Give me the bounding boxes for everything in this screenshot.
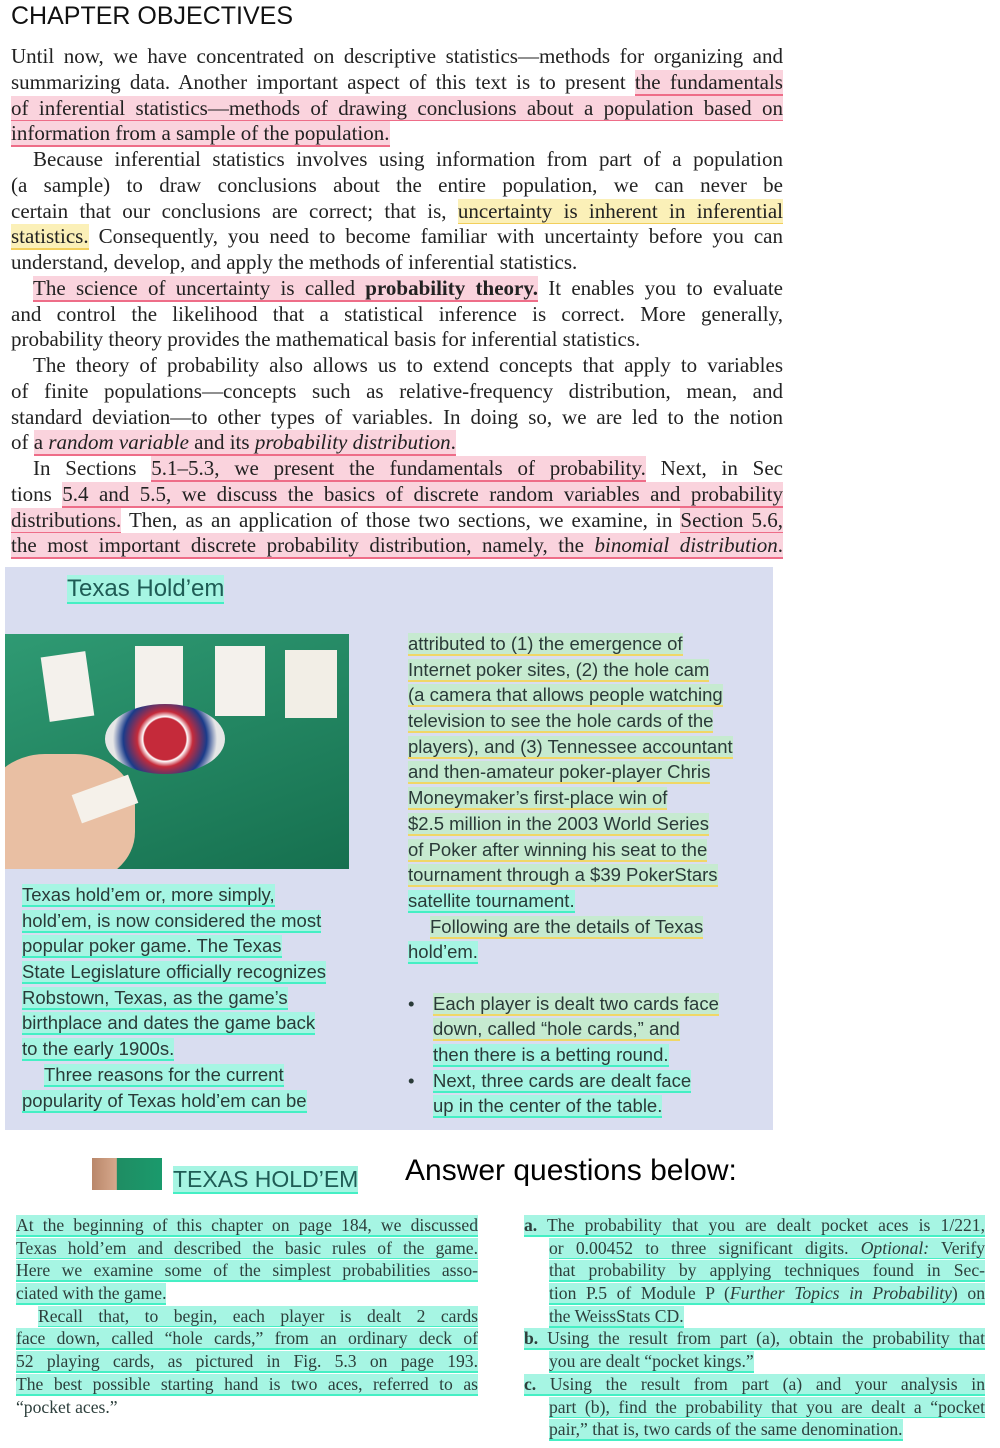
sidebar-right-column [408, 631, 758, 1119]
text-line [22, 1088, 362, 1114]
text-segment: down, called “hole cards,” and [433, 1018, 680, 1040]
text-line [11, 121, 783, 147]
text-line [16, 1305, 478, 1328]
exercise-intro [16, 1214, 478, 1418]
text-line [22, 1010, 362, 1036]
text-line [22, 933, 362, 959]
text-line [22, 1036, 362, 1062]
text-segment: The science of uncertainty is called [33, 275, 366, 300]
text-segment: probability distribution [254, 430, 451, 455]
text-segment: At the beginning of this chapter on page 184, we discussed [16, 1215, 478, 1235]
text-line [16, 1350, 478, 1373]
text-line [16, 1259, 478, 1282]
text-segment: tion P.5 of Module P ( [549, 1283, 730, 1304]
text-segment: a [33, 430, 49, 455]
text-segment: Each player is dealt two cards face [433, 992, 719, 1014]
text-segment: players), and (3) Tennessee accountant [408, 735, 733, 757]
text-segment: and then-amateur poker-player Chris [408, 761, 711, 783]
text-line [11, 173, 783, 199]
text-segment: Moneymaker’s first-place win of [408, 787, 668, 809]
text-segment: 5.4 and 5.5, we discuss the basics of discrete random variables and probability [62, 481, 783, 506]
text-segment: attributed to (1) the emergence of [408, 633, 683, 654]
text-segment: (a sample) to draw conclusions about the entire population, we can never be [11, 172, 783, 197]
exercise-questions [524, 1214, 985, 1441]
text-line [11, 379, 783, 405]
bullet-icon: • [408, 992, 415, 1014]
text-segment: tournament through a $39 PokerStars [408, 864, 718, 886]
text-line [408, 837, 758, 863]
text-segment: television to see the hole cards of the [408, 710, 714, 732]
text-line [11, 405, 783, 431]
text-line [524, 1396, 985, 1419]
text-segment: b. [524, 1328, 539, 1349]
text-line [408, 991, 758, 1017]
bullet-icon: • [408, 1069, 415, 1091]
text-segment: Verify [929, 1237, 985, 1258]
text-line [408, 862, 758, 888]
text-line [408, 734, 758, 760]
text-segment: of finite populations—concepts such as relative-frequency distribution, mean, and [11, 378, 783, 403]
text-line [524, 1282, 985, 1305]
text-line [524, 1350, 985, 1373]
text-line [524, 1237, 985, 1260]
exercise-heading: TEXAS HOLD’EM [173, 1166, 359, 1192]
text-line [408, 888, 758, 914]
text-line [16, 1327, 478, 1350]
text-line [524, 1418, 985, 1441]
text-segment: a. [524, 1215, 538, 1235]
text-segment: uncertainty is inherent in inferential [457, 198, 783, 223]
text-segment: Texas hold’em and described the basic rules of the game. [16, 1237, 478, 1258]
text-line [408, 1042, 758, 1068]
text-segment: certain that our conclusions are correct; that is, [11, 198, 458, 223]
text-line [22, 882, 362, 908]
text-segment: Here we examine some of the simplest probabilities asso- [16, 1260, 478, 1281]
text-line [408, 914, 758, 940]
text-line [22, 985, 362, 1011]
text-segment: Following are the details of Texas [430, 915, 704, 937]
text-line [524, 1327, 985, 1350]
text-segment: “pocket aces.” [16, 1396, 118, 1417]
text-segment: 5.1–5.3, we present the fundamentals of probability. [151, 456, 646, 480]
sidebar-title: Texas Hold’em [67, 575, 225, 602]
text-line [11, 302, 783, 328]
text-line [11, 430, 783, 456]
text-line [11, 70, 783, 96]
text-segment: ) on [951, 1283, 985, 1304]
text-line [11, 327, 783, 353]
text-segment: then there is a betting round. [433, 1044, 669, 1065]
text-line [408, 811, 758, 837]
text-segment: of Poker after winning his seat to the [408, 838, 708, 860]
text-line [408, 1093, 758, 1119]
text-segment: Consequently, you need to become familiar with uncertainty before you can [88, 224, 783, 249]
chapter-title: CHAPTER OBJECTIVES [11, 2, 293, 30]
text-segment: Internet poker sites, (2) the hole cam [408, 658, 710, 680]
text-segment: and control the likelihood that a statistical inference is correct. More generally, [11, 301, 783, 326]
text-line [408, 759, 758, 785]
text-line [11, 224, 783, 250]
text-segment: Then, as an application of those two sections, we examine, in [121, 507, 681, 532]
text-line [11, 199, 783, 225]
text-segment: c. [524, 1373, 537, 1394]
text-line [16, 1282, 478, 1305]
text-line [11, 250, 783, 276]
text-segment: understand, develop, and apply the methods of inferential statistics. [11, 250, 578, 274]
text-segment: Because inferential statistics involves using information from part of a population [33, 147, 783, 171]
text-segment: $2.5 million in the 2003 World Series [408, 812, 709, 834]
text-segment: summarizing data. Another important aspect of this text is to present [11, 69, 635, 94]
text-segment: tions [11, 481, 63, 506]
text-segment: probability theory. [365, 275, 538, 300]
holdem-thumbnail [92, 1158, 162, 1190]
answer-prompt: Answer questions below: [405, 1154, 737, 1187]
text-line [408, 1016, 758, 1042]
text-line [408, 939, 758, 965]
sidebar-left-column [22, 882, 362, 1113]
text-line [408, 1068, 758, 1094]
text-segment: Next, three cards are dealt face [433, 1069, 692, 1091]
chapter-objectives-text [11, 44, 783, 559]
text-segment: probability theory provides the mathematical basis for inferential statistics. [11, 327, 641, 352]
text-segment: (a camera that allows people watching [408, 684, 723, 706]
text-line [22, 959, 362, 985]
text-segment: . [450, 430, 456, 455]
text-segment: and its [188, 430, 255, 455]
text-segment: Further Topics in Probability [729, 1283, 952, 1304]
text-segment: standard deviation—to other types of variables. In doing so, we are led to the notion [11, 404, 783, 429]
text-segment: Until now, we have concentrated on descriptive statistics—methods for organizing and [11, 44, 783, 68]
text-line [22, 1062, 362, 1088]
text-segment: 52 playing cards, as pictured in Fig. 5.3 on page 193. [16, 1351, 478, 1372]
text-segment: hold’em, is now considered the most [22, 909, 322, 931]
text-segment: Robstown, Texas, as the game’s [22, 986, 288, 1008]
text-segment: part (b), find the probability that you are dealt a “pocket [549, 1396, 985, 1417]
text-line [524, 1305, 985, 1328]
text-line [408, 657, 758, 683]
text-segment: It enables you to evaluate [537, 275, 783, 300]
text-segment: Section 5.6, [680, 507, 783, 532]
text-segment: Optional: [860, 1237, 930, 1258]
texas-holdem-sidebar [5, 567, 773, 1130]
text-segment: of [11, 430, 34, 455]
text-segment: hold’em. [408, 941, 478, 963]
text-segment: Using the result from part (a), obtain the probability that [538, 1328, 985, 1349]
text-line [16, 1373, 478, 1396]
text-line [408, 785, 758, 811]
text-line [11, 96, 783, 122]
text-line [22, 908, 362, 934]
text-segment: The probability that you are dealt pocket aces is 1/221, [537, 1215, 985, 1235]
text-line [11, 147, 783, 173]
text-segment: ciated with the game. [16, 1283, 167, 1304]
text-segment: random variable [48, 430, 189, 455]
text-segment: The best possible starting hand is two aces, referred to as [16, 1373, 478, 1394]
text-line [16, 1214, 478, 1237]
text-line [11, 456, 783, 482]
text-segment: The theory of probability also allows us to extend concepts that apply to variables [33, 353, 783, 377]
text-segment: Texas hold’em or, more simply, [22, 884, 275, 905]
text-segment: In Sections [33, 456, 152, 480]
text-segment: you are dealt “pocket kings.” [549, 1351, 754, 1372]
text-line [11, 508, 783, 534]
text-line [11, 482, 783, 508]
text-segment: statistics. [11, 224, 89, 249]
text-segment: birthplace and dates the game back [22, 1012, 316, 1034]
text-segment: face down, called “hole cards,” from an ordinary deck of [16, 1328, 478, 1349]
text-segment: the WeissStats CD. [549, 1305, 684, 1326]
text-line [524, 1259, 985, 1282]
text-segment: popularity of Texas hold’em can be [22, 1089, 307, 1111]
text-segment: the fundamentals [634, 69, 783, 94]
text-segment: up in the center of the table. [433, 1095, 663, 1117]
text-segment: information from a sample of the population. [11, 121, 390, 146]
text-line [408, 708, 758, 734]
text-line [11, 533, 783, 559]
text-segment: popular poker game. The Texas [22, 935, 282, 957]
text-segment: Using the result from part (a) and your analysis in [536, 1373, 985, 1394]
text-line [408, 682, 758, 708]
text-segment: the most important discrete probability distribution, namely, the [11, 533, 595, 558]
text-line [11, 276, 783, 302]
text-segment: that probability by applying techniques found in Sec- [549, 1260, 985, 1281]
text-line [11, 353, 783, 379]
text-segment: Next, in Sec [645, 456, 783, 480]
text-segment: of inferential statistics—methods of drawing conclusions about a population based on [11, 95, 783, 120]
text-line [524, 1373, 985, 1396]
text-segment: Three reasons for the current [44, 1063, 284, 1085]
text-line [408, 965, 758, 991]
text-line [16, 1237, 478, 1260]
text-segment: State Legislature officially recognizes [22, 961, 327, 983]
text-line [16, 1396, 478, 1419]
text-segment: binomial distribution [594, 533, 778, 558]
text-segment: distributions. [11, 507, 122, 532]
text-segment: . [777, 533, 783, 558]
text-line [524, 1214, 985, 1237]
poker-photo [5, 634, 349, 869]
text-segment: satellite tournament. [408, 889, 575, 911]
text-segment: pair,” that is, two cards of the same denomination. [549, 1419, 903, 1440]
text-line [408, 631, 758, 657]
text-line [11, 44, 783, 70]
text-segment: or 0.00452 to three significant digits. [549, 1237, 861, 1258]
text-segment: Recall that, to begin, each player is dealt 2 cards [38, 1305, 478, 1326]
text-segment: to the early 1900s. [22, 1038, 175, 1060]
